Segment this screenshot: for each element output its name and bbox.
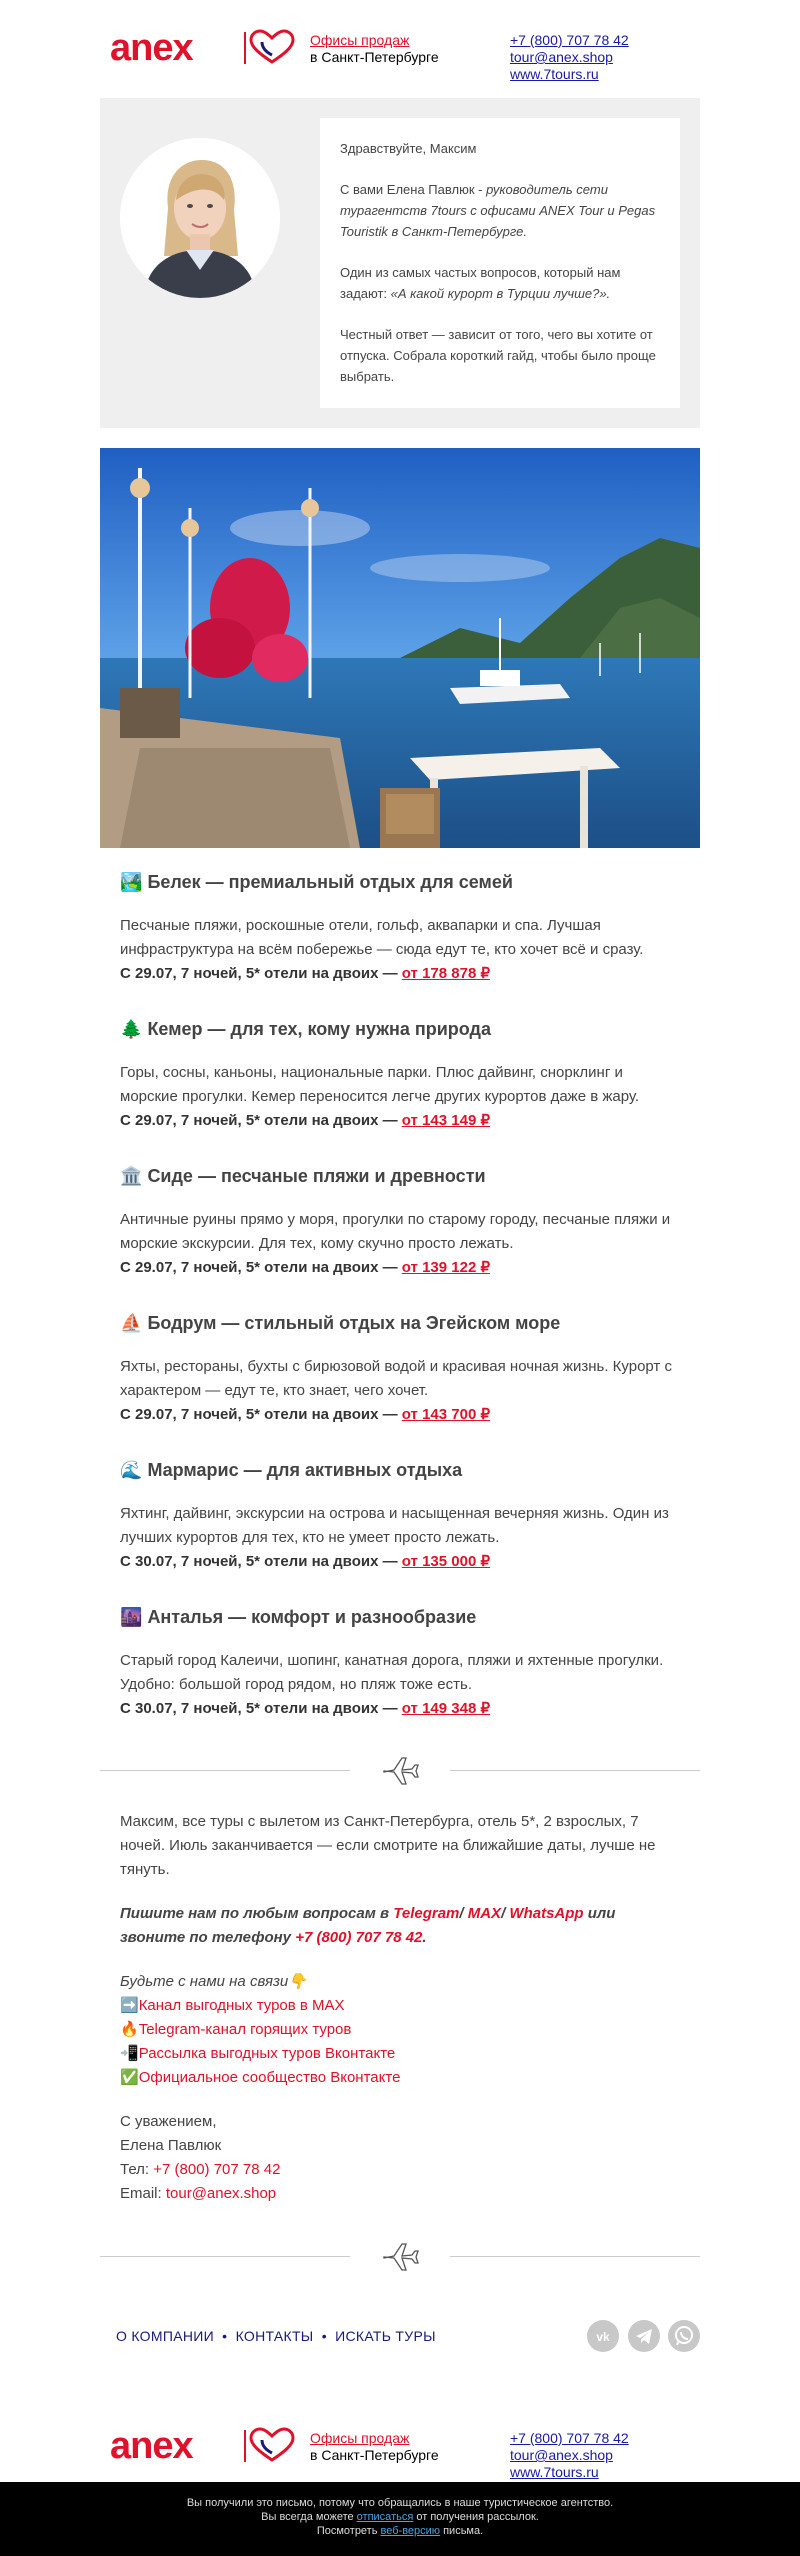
resort-title [120, 1605, 680, 1629]
stay-connected-block [120, 1970, 680, 2090]
divider-line-right [450, 2256, 700, 2257]
legal-line-2b: от получения рассылок. [413, 2511, 539, 2523]
offices-block [310, 2430, 439, 2464]
resort-price-text: С 30.07, 7 ночей, 5* отели на двоих — [120, 1553, 402, 1570]
legal-footer [0, 2482, 800, 2556]
intro-p2-plain: Один из самых частых вопросов, который нам задают: [340, 265, 621, 301]
nav-contacts-link[interactable]: КОНТАКТЫ [235, 2328, 314, 2344]
plane-divider [100, 2236, 700, 2276]
legal-line-2a: Вы всегда можете [261, 2511, 357, 2523]
resort-price-text: С 29.07, 7 ночей, 5* отели на двоих — [120, 965, 402, 982]
resort-price-link[interactable]: от 178 878 ₽ [401, 965, 491, 982]
anex-logo[interactable] [110, 2426, 295, 2466]
hero-image-bodrum-bay [100, 448, 700, 848]
phone-icon: 📲 [120, 2045, 139, 2062]
legal-line-3b: письма. [440, 2525, 484, 2537]
resort-price-text: С 30.07, 7 ночей, 5* отели на двоих — [120, 1700, 402, 1717]
channel-link-row [120, 2069, 400, 2086]
resort-emoji-icon: 🌆 [120, 1607, 143, 1627]
airplane-icon [380, 1750, 420, 1790]
resort-description: Яхтинг, дайвинг, экскурсии на острова и насыщенная вечерняя жизнь. Один из лучших курортов для тех, кто не умеет просто лежать. [120, 1505, 669, 1546]
intro-section [100, 98, 700, 428]
resort-price-text: С 29.07, 7 ночей, 5* отели на двоих — [120, 1259, 402, 1276]
resort-marmaris [120, 1436, 680, 1583]
offices-link[interactable]: Офисы продаж [310, 32, 410, 48]
resort-price-text: С 29.07, 7 ночей, 5* отели на двоих — [120, 1406, 402, 1423]
letter-body [100, 1810, 700, 2206]
resort-description: Яхты, рестораны, бухты с бирюзовой водой и красивая ночная жизнь. Курорт с характером — едут те, кто знает, чего хочет. [120, 1358, 672, 1399]
header [100, 0, 700, 98]
resort-title-text: Анталья — комфорт и разнообразие [147, 1607, 477, 1627]
intro-p1-plain: С вами Елена Павлюк - [340, 182, 487, 197]
nav-separator: • [222, 2328, 228, 2344]
fire-icon: 🔥 [120, 2021, 139, 2038]
resort-price [120, 1550, 680, 1574]
resort-description: Античные руины прямо у моря, прогулки по старому городу, песчаные пляжи и морские экскурсии. Для тех, кому скучно просто лежать. [120, 1211, 671, 1252]
offices-block [310, 32, 439, 66]
signature-email-label: Email: [120, 2185, 166, 2202]
telegram-channel-link[interactable]: Telegram-канал горящих туров [138, 2021, 352, 2038]
ask-text-b: или звоните по телефону [120, 1905, 616, 1946]
header-contacts [510, 32, 629, 83]
airplane-icon [380, 2236, 420, 2276]
footer-contacts [510, 2430, 629, 2481]
signature-phone-link[interactable]: +7 (800) 707 78 42 [153, 2161, 281, 2178]
legal-line-2 [0, 2510, 800, 2524]
signature-block [120, 2110, 680, 2206]
legal-line-1: Вы получили это письмо, потому что обращались в наше туристическое агентство. [186, 2497, 614, 2509]
resort-belek [120, 848, 680, 995]
nav-search-tours-link[interactable]: ИСКАТЬ ТУРЫ [335, 2328, 436, 2344]
unsubscribe-link[interactable]: отписаться [356, 2511, 414, 2523]
vk-community-link[interactable]: Официальное сообщество Вконтакте [138, 2069, 401, 2086]
divider-line-right [450, 1770, 700, 1771]
summary-paragraph: Максим, все туры с вылетом из Санкт-Петербурга, отель 5*, 2 взрослых, 7 ночей. Июль заканчивается — если смотрите на ближайшие даты, лучше не тянуть. [120, 1813, 656, 1878]
resort-bodrum [120, 1289, 680, 1436]
telegram-icon[interactable] [628, 2320, 660, 2352]
social-icons [583, 2320, 700, 2352]
resort-title-text: Мармарис — для активных отдыха [147, 1460, 463, 1480]
header-phone-link[interactable]: +7 (800) 707 78 42 [510, 32, 629, 48]
resort-description: Горы, сосны, каньоны, национальные парки. Плюс дайвинг, снорклинг и морские прогулки. Кемер переносится легче других курортов даже в жару. [120, 1064, 640, 1105]
intro-p1-italic: руководитель сети турагентств 7tours с офисами ANEX Tour и Pegas Touristik в Санкт-Петербурге. [340, 182, 656, 239]
channel-link-row [120, 2021, 351, 2038]
resort-title-text: Кемер — для тех, кому нужна природа [147, 1019, 491, 1039]
nav-about-link[interactable]: О КОМПАНИИ [116, 2328, 214, 2344]
legal-line-3 [0, 2524, 800, 2538]
resort-title [120, 870, 680, 894]
resort-price-link[interactable]: от 149 348 ₽ [401, 1700, 491, 1717]
stay-connected-title: Будьте с нами на связи👇 [120, 1973, 307, 1990]
footer-nav-links [116, 2328, 436, 2344]
max-link[interactable]: MAX [467, 1905, 502, 1922]
anex-logo[interactable] [110, 28, 295, 68]
resort-emoji-icon: ⛵ [120, 1313, 143, 1333]
intro-p2-italic: «А какой курорт в Турции лучше?». [390, 286, 611, 301]
resort-title [120, 1164, 680, 1188]
resort-price [120, 1256, 680, 1280]
resort-kemer [120, 995, 680, 1142]
svg-text:anex: anex [110, 2426, 193, 2466]
resort-emoji-icon: 🌊 [120, 1460, 143, 1480]
resort-emoji-icon: 🌲 [120, 1019, 143, 1039]
resort-title [120, 1017, 680, 1041]
header-email-link[interactable]: tour@anex.shop [510, 49, 613, 65]
footer-site-link[interactable]: www.7tours.ru [510, 2464, 599, 2480]
resort-title-text: Сиде — песчаные пляжи и древности [147, 1166, 486, 1186]
resort-price-text: С 29.07, 7 ночей, 5* отели на двоих — [120, 1112, 402, 1129]
resort-price-link[interactable]: от 139 122 ₽ [401, 1259, 491, 1276]
channel-link-row [120, 2045, 395, 2062]
nav-separator: • [321, 2328, 327, 2344]
vk-icon[interactable] [587, 2320, 619, 2352]
author-photo [120, 138, 280, 298]
resort-side [120, 1142, 680, 1289]
signature-tel-label: Тел: [120, 2161, 154, 2178]
resort-price-link[interactable]: от 143 700 ₽ [401, 1406, 491, 1423]
svg-text:vk: vk [596, 2330, 610, 2344]
divider-line-left [100, 1770, 350, 1771]
footer-phone-link[interactable]: +7 (800) 707 78 42 [510, 2430, 629, 2446]
channel-link-row [120, 1997, 345, 2014]
offices-link[interactable]: Офисы продаж [310, 2430, 410, 2446]
resort-title [120, 1458, 680, 1482]
resort-title-text: Бодрум — стильный отдых на Эгейском море [147, 1313, 561, 1333]
resort-description: Песчаные пляжи, роскошные отели, гольф, аквапарки и спа. Лучшая инфраструктура на всём побережье — сюда едут те, кто хочет всё и сразу. [120, 917, 644, 958]
resort-price-link[interactable]: от 135 000 ₽ [401, 1553, 491, 1570]
resort-emoji-icon: 🏛️ [120, 1166, 143, 1186]
ask-sep-1: / [459, 1905, 468, 1922]
check-icon: ✅ [120, 2069, 139, 2086]
header-site-link[interactable]: www.7tours.ru [510, 66, 599, 82]
telegram-link[interactable]: Telegram [393, 1905, 460, 1922]
legal-line-3a: Посмотреть [316, 2525, 381, 2537]
web-version-link[interactable]: веб-версию [380, 2525, 441, 2537]
resort-title-text: Белек — премиальный отдых для семей [147, 872, 513, 892]
ask-sep-2: / [501, 1905, 510, 1922]
resort-price [120, 962, 680, 986]
plane-divider [100, 1750, 700, 1790]
whatsapp-link[interactable]: WhatsApp [509, 1905, 584, 1922]
offices-city: в Санкт-Петербурге [310, 49, 439, 65]
max-channel-link[interactable]: Канал выгодных туров в MAX [138, 1997, 345, 2014]
resort-price [120, 1697, 680, 1721]
ask-phone-link[interactable]: +7 (800) 707 78 42 [295, 1929, 423, 1946]
whatsapp-icon[interactable] [668, 2320, 700, 2352]
signature-name: Елена Павлюк [120, 2137, 222, 2154]
resort-title [120, 1311, 680, 1335]
intro-paragraph-2 [340, 262, 660, 304]
svg-text:anex: anex [110, 28, 193, 68]
resort-antalya [120, 1583, 680, 1730]
greeting: Здравствуйте, Максим [340, 141, 477, 156]
resort-price-link[interactable]: от 143 149 ₽ [401, 1112, 491, 1129]
footer-email-link[interactable]: tour@anex.shop [510, 2447, 613, 2463]
contact-invite [120, 1902, 680, 1950]
intro-paragraph-1 [340, 179, 660, 242]
signature-email-link[interactable]: tour@anex.shop [165, 2185, 277, 2202]
ask-text-c: . [422, 1929, 427, 1946]
intro-card [320, 118, 680, 408]
resort-price [120, 1109, 680, 1133]
ask-text-a: Пишите нам по любым вопросам в [120, 1905, 394, 1922]
vk-mailing-link[interactable]: Рассылка выгодных туров Вконтакте [138, 2045, 396, 2062]
resort-emoji-icon: 🏞️ [120, 872, 143, 892]
resort-price [120, 1403, 680, 1427]
signature-regards: С уважением, [120, 2113, 217, 2130]
resorts-list [100, 848, 700, 1730]
intro-paragraph-3: Честный ответ — зависит от того, чего вы хотите от отпуска. Собрала короткий гайд, чтобы было проще выбрать. [340, 327, 656, 384]
divider-line-left [100, 2256, 350, 2257]
footer-nav [100, 2296, 700, 2376]
resort-description: Старый город Калеичи, шопинг, канатная дорога, пляжи и яхтенные прогулки. Удобно: большой город рядом, но пляж тоже есть. [120, 1652, 664, 1693]
offices-city: в Санкт-Петербурге [310, 2447, 439, 2463]
arrow-right-icon: ➡️ [120, 1997, 139, 2014]
